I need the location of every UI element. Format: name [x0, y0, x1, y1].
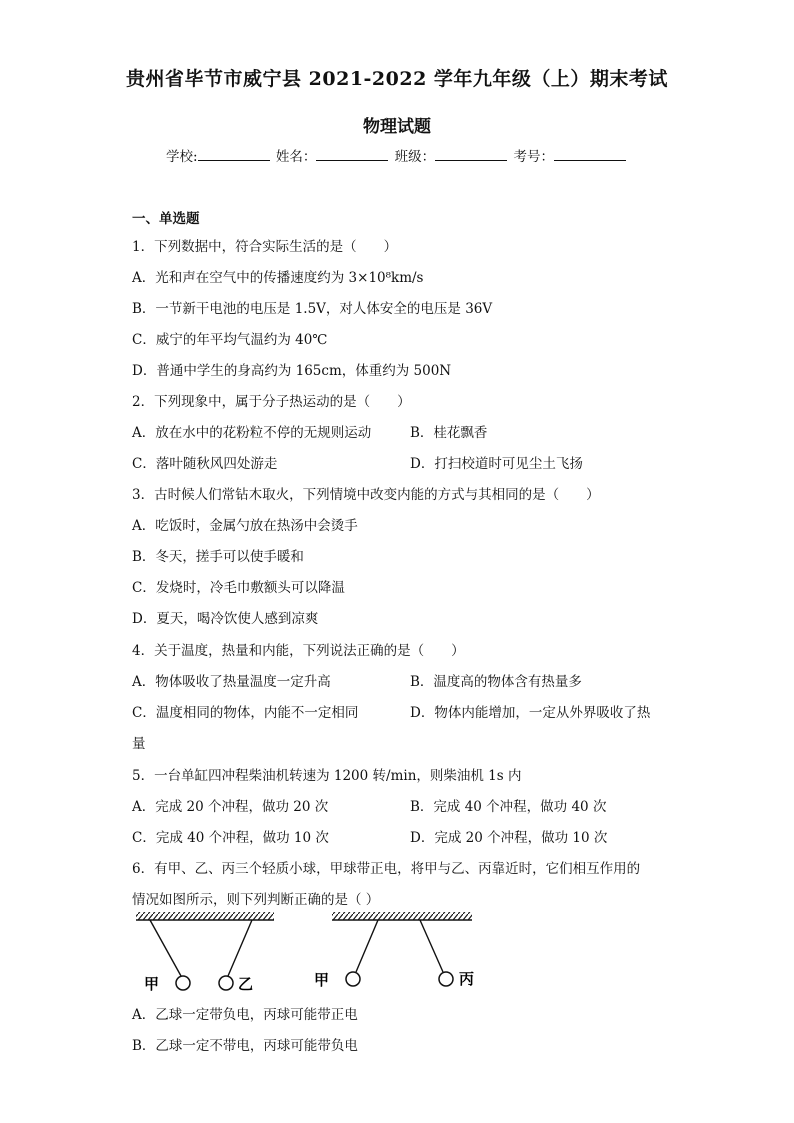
question-3-option-b: B．冬天，搓手可以使手暖和 [132, 549, 304, 565]
question-4-stem: 4．关于温度，热量和内能，下列说法正确的是（ ） [132, 643, 465, 659]
ball-yi [219, 976, 233, 990]
page-subtitle: 物理试题 [363, 117, 431, 137]
question-5-option-a: A．完成 20 个冲程，做功 20 次 [132, 799, 329, 815]
question-6-option-b: B．乙球一定不带电，丙球可能带负电 [132, 1038, 358, 1054]
question-1-stem: 1．下列数据中，符合实际生活的是（ ） [132, 239, 398, 255]
name-label: 姓名： [275, 149, 317, 165]
question-1-option-d: D．普通中学生的身高约为 165cm，体重约为 500N [132, 363, 452, 379]
question-5-option-c: C．完成 40 个冲程，做功 10 次 [132, 830, 329, 846]
question-6-stem-line2: 情况如图所示，则下列判断正确的是（ ） [132, 892, 380, 908]
question-5-option-d: D．完成 20 个冲程，做功 10 次 [410, 830, 608, 846]
question-1-option-c: C．威宁的年平均气温约为 40℃ [132, 332, 328, 348]
question-5-stem: 5．一台单缸四冲程柴油机转速为 1200 转/min，则柴油机 1s 内 [132, 768, 522, 784]
ball-jia-left [176, 976, 190, 990]
page-title: 贵州省毕节市威宁县 2021-2022 学年九年级（上）期末考试 [126, 68, 668, 90]
question-3-option-c: C．发烧时，冷毛巾敷额头可以降温 [132, 580, 345, 596]
ball-bing [439, 972, 453, 986]
right-ceiling [332, 912, 472, 920]
label-bing: 丙 [459, 970, 475, 988]
question-2-option-c: C．落叶随秋风四处游走 [132, 456, 278, 472]
question-2-stem: 2．下列现象中，属于分子热运动的是（ ） [132, 394, 411, 410]
question-4-option-b: B．温度高的物体含有热量多 [410, 674, 582, 690]
question-3-option-a: A．吃饭时，金属勺放在热汤中会烫手 [132, 518, 358, 534]
question-2-option-b: B．桂花飘香 [410, 425, 488, 441]
class-blank[interactable] [435, 147, 507, 161]
charged-balls-figure [128, 908, 498, 998]
question-1-option-a: A．光和声在空气中的传播速度约为 3×10⁸km/s [132, 270, 424, 286]
thread-bing [420, 920, 443, 972]
label-jia-left: 甲 [144, 975, 160, 993]
thread-yi [228, 920, 252, 976]
exam-no-label: 考号： [513, 149, 554, 165]
class-label: 班级： [394, 149, 436, 165]
question-4-option-d-wrap: 量 [132, 736, 146, 752]
student-info-row [0, 145, 794, 165]
question-6-stem: 6．有甲、乙、丙三个轻质小球，甲球带正电，将甲与乙、丙靠近时，它们相互作用的 [132, 861, 641, 877]
question-1-option-b: B．一节新干电池的电压是 1.5V，对人体安全的电压是 36V [132, 301, 493, 317]
school-blank[interactable] [198, 147, 270, 161]
question-4-option-d: D．物体内能增加，一定从外界吸收了热 [410, 705, 651, 721]
ball-jia-right [346, 972, 360, 986]
question-3-stem: 3．古时候人们常钻木取火，下列情境中改变内能的方式与其相同的是（ ） [132, 487, 600, 503]
question-6-option-a: A．乙球一定带负电，丙球可能带正电 [132, 1007, 358, 1023]
thread-jia-right [356, 920, 378, 972]
label-jia-right: 甲 [314, 971, 330, 989]
left-ceiling [136, 912, 274, 920]
question-4-option-c: C．温度相同的物体，内能不一定相同 [132, 705, 359, 721]
question-5-option-b: B．完成 40 个冲程，做功 40 次 [410, 799, 607, 815]
label-yi: 乙 [238, 975, 254, 993]
question-4-option-a: A．物体吸收了热量温度一定升高 [132, 674, 331, 690]
section-heading: 一、单选题 [132, 211, 200, 227]
question-2-option-d: D．打扫校道时可见尘土飞扬 [410, 456, 583, 472]
thread-jia-left [150, 920, 181, 976]
school-label: 学校: [166, 149, 198, 165]
question-3-option-d: D．夏天，喝冷饮使人感到凉爽 [132, 611, 319, 627]
name-blank[interactable] [316, 147, 388, 161]
question-2-option-a: A．放在水中的花粉粒不停的无规则运动 [132, 425, 372, 441]
exam-no-blank[interactable] [554, 147, 626, 161]
